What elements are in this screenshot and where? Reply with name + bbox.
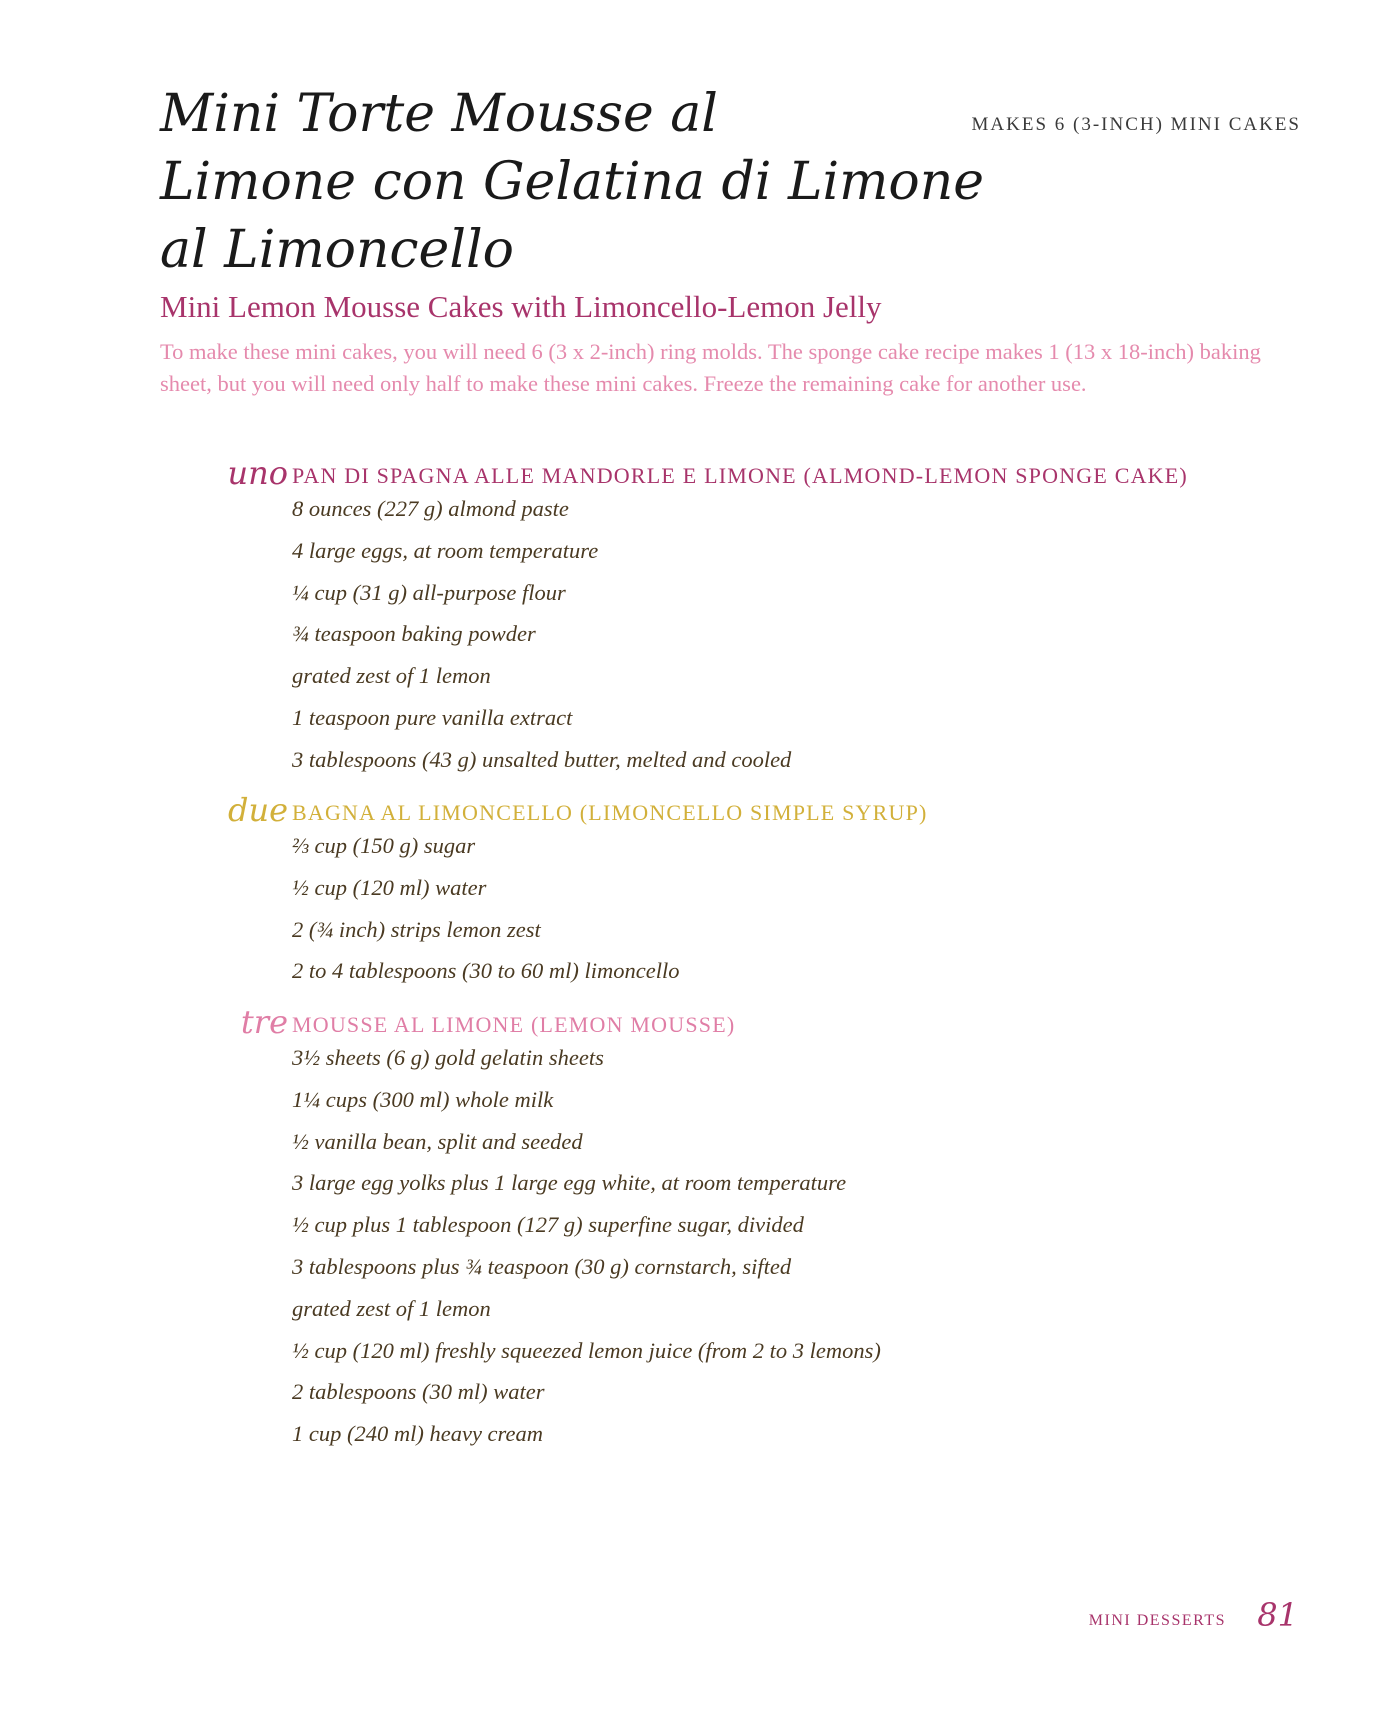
section-number: uno: [227, 454, 288, 492]
recipe-title-english: Mini Lemon Mousse Cakes with Limoncello-Lemon Jelly: [160, 289, 882, 324]
section-header: [150, 791, 1300, 831]
section-due: [150, 791, 1300, 998]
ingredient-item: 4 large eggs, at room temperature: [292, 537, 599, 563]
page-number: 81: [1257, 1596, 1298, 1634]
section-uno: [150, 454, 1300, 787]
ingredient-item: 2 (¾ inch) strips lemon zest: [292, 916, 541, 942]
recipe-intro: To make these mini cakes, you will need 6 (3 x 2-inch) ring molds. The sponge cake recipe makes 1 (13 x 18-inch) baking sheet, but you will need only half to make these mini cakes. Freeze the remaining cake for another use.: [160, 339, 1261, 396]
title-line: Mini Torte Mousse al: [160, 84, 718, 144]
ingredient-item: 2 to 4 tablespoons (30 to 60 ml) limoncello: [292, 958, 680, 984]
section-header: [150, 454, 1300, 494]
ingredient-item: 1 cup (240 ml) heavy cream: [292, 1421, 543, 1447]
ingredient-list: [150, 831, 1300, 998]
ingredient-item: grated zest of 1 lemon: [292, 1295, 491, 1321]
ingredient-list: [150, 1043, 1300, 1461]
title-line: al Limoncello: [160, 220, 514, 280]
ingredient-item: 3 tablespoons (43 g) unsalted butter, melted and cooled: [292, 746, 792, 772]
ingredient-item: ½ cup (120 ml) water: [292, 874, 487, 900]
section-number: tre: [240, 1003, 288, 1041]
title-line: Limone con Gelatina di Limone: [160, 152, 985, 212]
ingredient-item: ½ cup (120 ml) freshly squeezed lemon juice (from 2 to 3 lemons): [292, 1337, 881, 1363]
section-title: MOUSSE AL LIMONE (LEMON MOUSSE): [292, 1012, 736, 1037]
footer-chapter-label: MINI DESSERTS: [1088, 1612, 1226, 1629]
ingredient-item: ⅔ cup (150 g) sugar: [292, 833, 476, 858]
ingredient-item: 1¼ cups (300 ml) whole milk: [292, 1086, 554, 1112]
ingredient-item: ¼ cup (31 g) all-purpose flour: [292, 579, 566, 605]
section-title: PAN DI SPAGNA ALLE MANDORLE E LIMONE (ALMOND-LEMON SPONGE CAKE): [292, 463, 1188, 488]
ingredient-item: 3 large egg yolks plus 1 large egg white, at room temperature: [292, 1170, 847, 1196]
ingredient-item: 3½ sheets (6 g) gold gelatin sheets: [292, 1045, 604, 1070]
ingredient-item: ½ cup plus 1 tablespoon (127 g) superfine sugar, divided: [292, 1212, 804, 1238]
ingredient-item: 3 tablespoons plus ¾ teaspoon (30 g) cornstarch, sifted: [292, 1253, 792, 1279]
ingredient-item: 8 ounces (227 g) almond paste: [292, 496, 569, 521]
section-tre: [150, 1003, 1300, 1461]
section-number: due: [227, 791, 288, 829]
ingredient-item: grated zest of 1 lemon: [292, 663, 491, 689]
recipe-yield: MAKES 6 (3-INCH) MINI CAKES: [971, 114, 1301, 135]
section-header: [150, 1003, 1300, 1043]
section-title: BAGNA AL LIMONCELLO (LIMONCELLO SIMPLE SYRUP): [292, 800, 928, 825]
recipe-title-italian: [160, 80, 985, 284]
ingredient-item: 1 teaspoon pure vanilla extract: [292, 704, 573, 730]
ingredient-item: ¾ teaspoon baking powder: [292, 621, 536, 647]
ingredient-item: 2 tablespoons (30 ml) water: [292, 1379, 545, 1405]
ingredient-item: ½ vanilla bean, split and seeded: [292, 1128, 583, 1154]
ingredient-list: [150, 494, 1300, 787]
